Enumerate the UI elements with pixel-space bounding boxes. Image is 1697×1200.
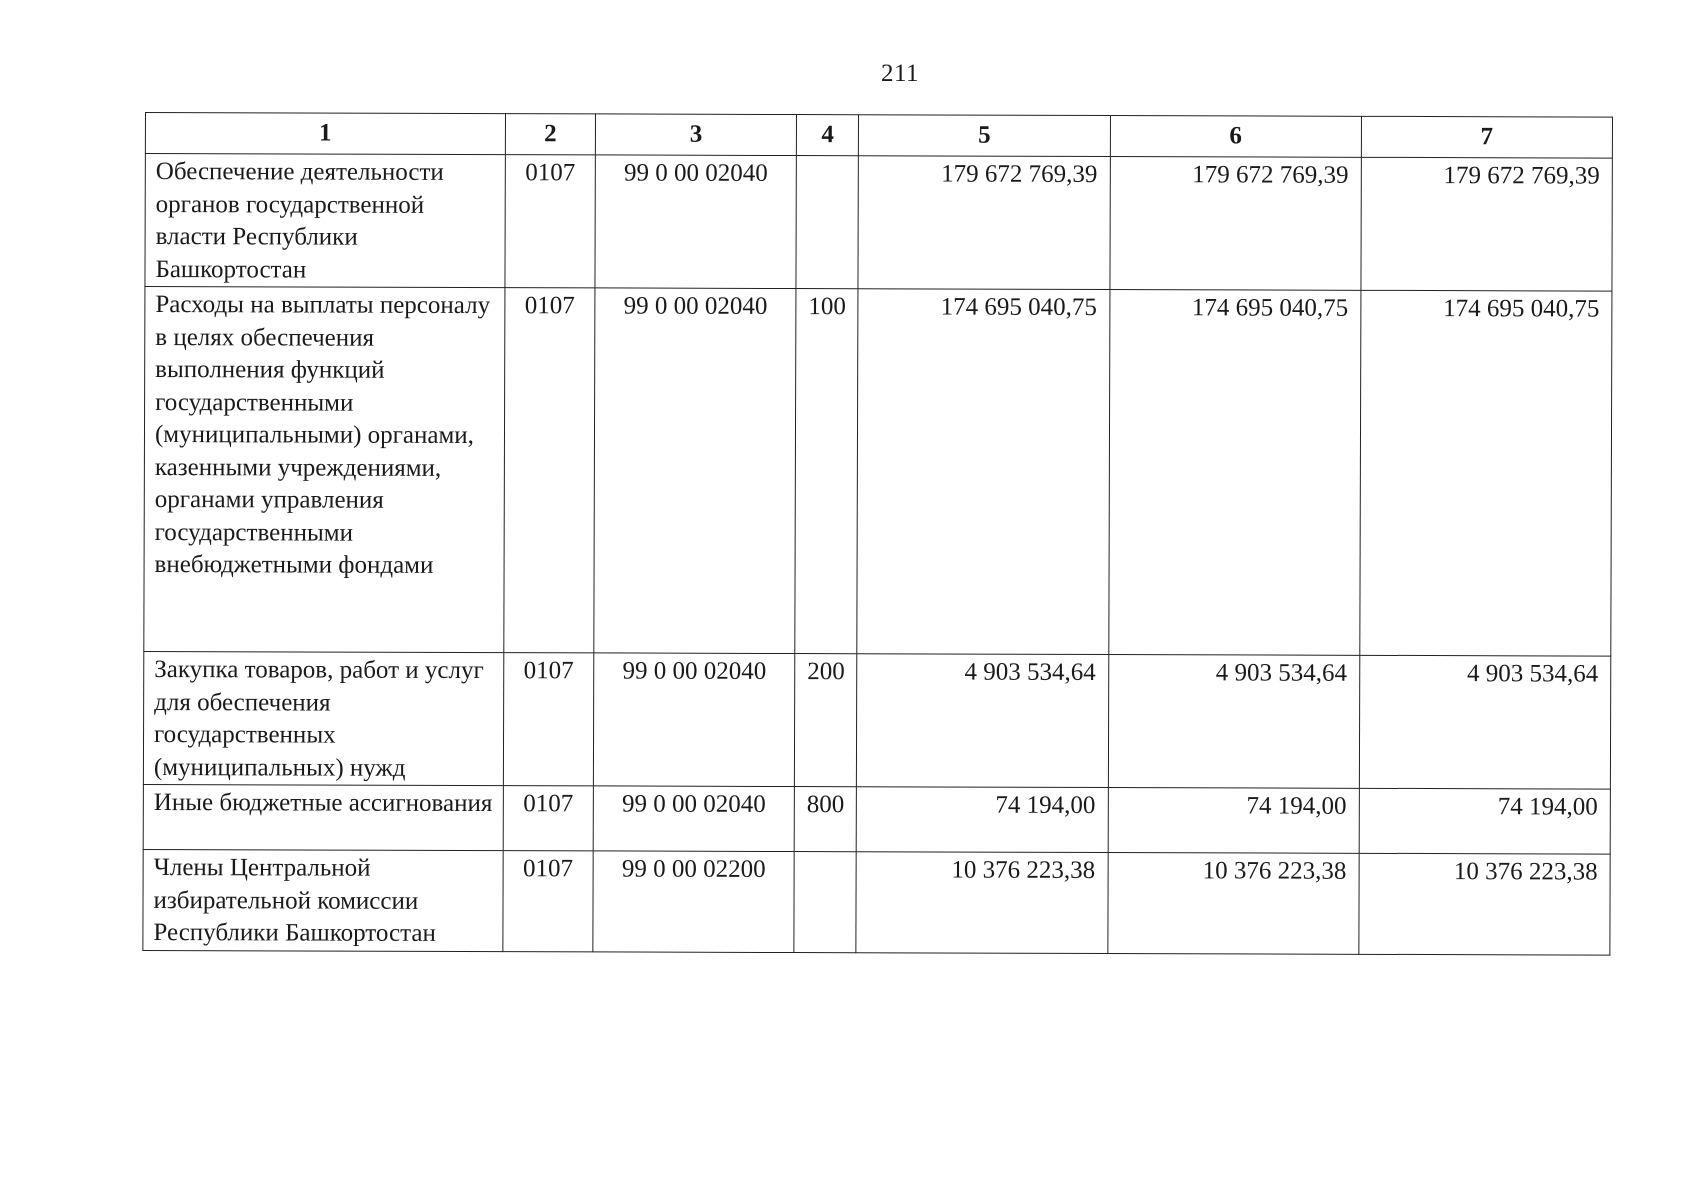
row-expense-type: 800 (794, 787, 857, 852)
row-value-6: 4 903 534,64 (1108, 655, 1360, 789)
row-target-article: 99 0 00 02040 (593, 786, 794, 852)
row-expense-type: 200 (794, 654, 857, 787)
budget-table (142, 112, 1613, 955)
row-value-6: 10 376 223,38 (1107, 853, 1359, 954)
row-name: Расходы на выплаты персоналу в целях обеспечения выполнения функций государственными (муниципальными) органами, казенными учреждениями, органами управления государственными внебюджетными фондами (144, 287, 505, 653)
row-target-article: 99 0 00 02040 (594, 288, 796, 654)
row-section: 0107 (503, 786, 594, 851)
table-row (143, 651, 1610, 789)
row-name: Иные бюджетные ассигнования (143, 784, 503, 850)
header-col-2: 2 (505, 114, 596, 155)
row-value-5: 10 376 223,38 (856, 852, 1108, 953)
table-row (145, 154, 1612, 292)
row-section: 0107 (504, 288, 596, 653)
row-target-article: 99 0 00 02040 (595, 155, 796, 289)
row-value-5: 4 903 534,64 (857, 654, 1109, 788)
row-name: Закупка товаров, работ и услуг для обеспечения государственных (муниципальных) нужд (143, 651, 503, 785)
row-target-article: 99 0 00 02200 (593, 851, 794, 952)
header-col-4: 4 (796, 115, 858, 156)
row-value-5: 74 194,00 (857, 787, 1108, 853)
table-header-row (145, 113, 1612, 159)
row-value-7: 179 672 769,39 (1361, 157, 1613, 291)
row-value-6: 74 194,00 (1108, 788, 1359, 854)
row-section: 0107 (503, 653, 594, 786)
row-expense-type: 100 (795, 289, 858, 654)
row-value-7: 10 376 223,38 (1359, 853, 1611, 954)
header-col-7: 7 (1361, 116, 1612, 158)
table-row (144, 287, 1612, 657)
row-expense-type (794, 852, 857, 953)
table-row (143, 784, 1610, 854)
row-name: Обеспечение деятельности органов государственной власти Республики Башкортостан (145, 154, 505, 288)
row-section: 0107 (505, 155, 596, 288)
header-col-1: 1 (145, 113, 505, 155)
row-value-5: 174 695 040,75 (857, 289, 1109, 655)
row-value-6: 174 695 040,75 (1108, 290, 1360, 656)
row-value-7: 4 903 534,64 (1359, 655, 1611, 789)
table-row (143, 849, 1610, 954)
row-value-6: 179 672 769,39 (1110, 157, 1362, 291)
page-number: 211 (880, 60, 920, 87)
row-value-5: 179 672 769,39 (858, 156, 1110, 290)
row-expense-type (796, 156, 859, 289)
row-value-7: 74 194,00 (1359, 788, 1610, 854)
header-col-6: 6 (1110, 116, 1361, 158)
row-value-7: 174 695 040,75 (1360, 290, 1612, 656)
header-col-3: 3 (595, 114, 796, 156)
row-name: Члены Центральной избирательной комиссии Республики Башкортостан (143, 849, 503, 951)
row-section: 0107 (503, 851, 594, 952)
header-col-5: 5 (859, 115, 1110, 157)
row-target-article: 99 0 00 02040 (594, 653, 795, 787)
